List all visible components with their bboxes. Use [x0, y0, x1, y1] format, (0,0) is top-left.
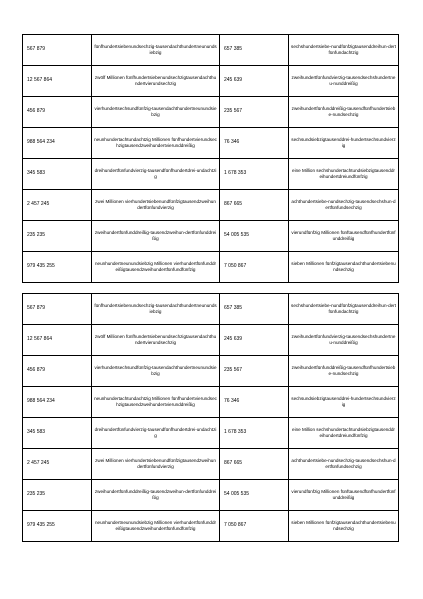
number-words-cell: fünfhundertsiebenundsechzig-tausendachthundertneunundsiebzig	[92, 35, 220, 66]
number-cell: 567 879	[23, 35, 92, 66]
table-row	[23, 356, 399, 387]
number-words-cell: sechshundertsiebe-nundfünfzigtausenddreihun-dertfünfundachtzig	[289, 35, 399, 66]
number-cell: 867 665	[220, 449, 289, 480]
number-cell: 979 435 255	[23, 511, 92, 542]
number-cell: 657 385	[220, 35, 289, 66]
table-row	[23, 97, 399, 128]
table-row	[23, 387, 399, 418]
number-words-cell: eine Million sechshundertachtundsiebzigtausenddreihundertdreiundfünfzig	[289, 159, 399, 190]
number-words-cell: dreihundertfünfundvierzig-tausendfünfhundertdrei-undachtzig	[92, 418, 220, 449]
number-words-table-1	[22, 34, 399, 283]
number-words-cell: zweihundertfünfunddreißig-tausendzweihun-dertfünfunddreißig	[92, 221, 220, 252]
number-words-cell: neunhundertachtundachtzig Millionen fünfhundertvierundsechzigtausendzweihundertvierunddreißig	[92, 387, 220, 418]
number-cell: 988 564 234	[23, 128, 92, 159]
table-row	[23, 480, 399, 511]
number-cell: 979 435 255	[23, 252, 92, 283]
number-words-cell: vierhundertsechsundfünfzig-tausendachthundertneunundsiebzig	[92, 356, 220, 387]
number-words-cell: zwölf Millionen fünfhundertsiebenundsechzigtausendachthundertvierundsechzig	[92, 66, 220, 97]
number-cell: 567 879	[23, 294, 92, 325]
number-words-cell: zweihundertfünfunddreißig-tausendfünfhundertsiebe-nundsechzig	[289, 356, 399, 387]
number-words-table-2	[22, 293, 399, 542]
table-body	[23, 35, 399, 283]
number-words-cell: zweihundertfünfundvierzig-tausendsechshundertneu-nunddreißig	[289, 66, 399, 97]
number-words-cell: vierhundertsechsundfünfzig-tausendachthundertneunundsiebzig	[92, 97, 220, 128]
number-words-cell: sieben Millionen fünfzigtausendachthundertsiebenundsechzig	[289, 511, 399, 542]
number-words-cell: neunhundertachtundachtzig Millionen fünfhundertvierundsechzigtausendzweihundertvierunddreißig	[92, 128, 220, 159]
number-cell: 54 005 535	[220, 221, 289, 252]
number-words-cell: achthundertsiebe-nundsechzig-tausendsechshun-dertfünfundsechzig	[289, 449, 399, 480]
table-row	[23, 511, 399, 542]
number-cell: 54 005 535	[220, 480, 289, 511]
number-cell: 456 879	[23, 356, 92, 387]
number-cell: 235 567	[220, 97, 289, 128]
table-row	[23, 66, 399, 97]
number-cell: 456 879	[23, 97, 92, 128]
number-words-cell: sechsundsiebzigtausenddrei-hundertsechsundvierzig	[289, 387, 399, 418]
number-words-cell: achthundertsiebe-nundsechzig-tausendsechshun-dertfünfundsechzig	[289, 190, 399, 221]
number-cell: 245 639	[220, 66, 289, 97]
table-row	[23, 35, 399, 66]
number-cell: 12 567 864	[23, 66, 92, 97]
number-words-cell: sieben Millionen fünfzigtausendachthundertsiebenundsechzig	[289, 252, 399, 283]
number-cell: 245 639	[220, 325, 289, 356]
table-row	[23, 190, 399, 221]
number-cell: 988 564 234	[23, 387, 92, 418]
number-words-cell: zweihundertfünfunddreißig-tausendfünfhundertsiebe-nundsechzig	[289, 97, 399, 128]
number-words-cell: dreihundertfünfundvierzig-tausendfünfhundertdrei-undachtzig	[92, 159, 220, 190]
number-cell: 7 050 867	[220, 511, 289, 542]
number-words-cell: zwei Millionen vierhundertsiebenundfünfzigtausendzweihundertfünfundvierzig	[92, 449, 220, 480]
number-cell: 2 457 245	[23, 190, 92, 221]
number-cell: 1 678 353	[220, 159, 289, 190]
number-words-cell: zweihundertfünfundvierzig-tausendsechshundertneu-nunddreißig	[289, 325, 399, 356]
number-cell: 235 235	[23, 480, 92, 511]
table-row	[23, 221, 399, 252]
number-cell: 2 457 245	[23, 449, 92, 480]
number-words-cell: neunhundertneunundsiebzig Millionen vierhundertfünfunddreißigtausendzweihundertfünfundfünfzig	[92, 511, 220, 542]
table-body	[23, 294, 399, 542]
number-cell: 657 385	[220, 294, 289, 325]
number-cell: 76 346	[220, 387, 289, 418]
table-row	[23, 294, 399, 325]
number-cell: 867 665	[220, 190, 289, 221]
number-cell: 76 346	[220, 128, 289, 159]
number-words-cell: zwei Millionen vierhundertsiebenundfünfzigtausendzweihundertfünfundvierzig	[92, 190, 220, 221]
number-words-cell: vierundfünfzig Millionen fünftausendfünfhundertfünfunddreißig	[289, 480, 399, 511]
table-row	[23, 252, 399, 283]
number-cell: 7 050 867	[220, 252, 289, 283]
number-words-cell: zwölf Millionen fünfhundertsiebenundsechzigtausendachthundertvierundsechzig	[92, 325, 220, 356]
number-words-cell: neunhundertneunundsiebzig Millionen vierhundertfünfunddreißigtausendzweihundertfünfundfünfzig	[92, 252, 220, 283]
table-row	[23, 449, 399, 480]
table-row	[23, 128, 399, 159]
number-words-cell: sechshundertsiebe-nundfünfzigtausenddreihun-dertfünfundachtzig	[289, 294, 399, 325]
number-words-cell: sechsundsiebzigtausenddrei-hundertsechsundvierzig	[289, 128, 399, 159]
table-row	[23, 418, 399, 449]
number-words-cell: zweihundertfünfunddreißig-tausendzweihun-dertfünfunddreißig	[92, 480, 220, 511]
number-words-cell: eine Million sechshundertachtundsiebzigtausenddreihundertdreiundfünfzig	[289, 418, 399, 449]
number-cell: 235 235	[23, 221, 92, 252]
number-words-cell: vierundfünfzig Millionen fünftausendfünfhundertfünfunddreißig	[289, 221, 399, 252]
number-cell: 235 567	[220, 356, 289, 387]
number-cell: 345 583	[23, 418, 92, 449]
number-cell: 12 567 864	[23, 325, 92, 356]
table-row	[23, 159, 399, 190]
number-cell: 345 583	[23, 159, 92, 190]
table-row	[23, 325, 399, 356]
number-words-cell: fünfhundertsiebenundsechzig-tausendachthundertneunundsiebzig	[92, 294, 220, 325]
number-cell: 1 678 353	[220, 418, 289, 449]
